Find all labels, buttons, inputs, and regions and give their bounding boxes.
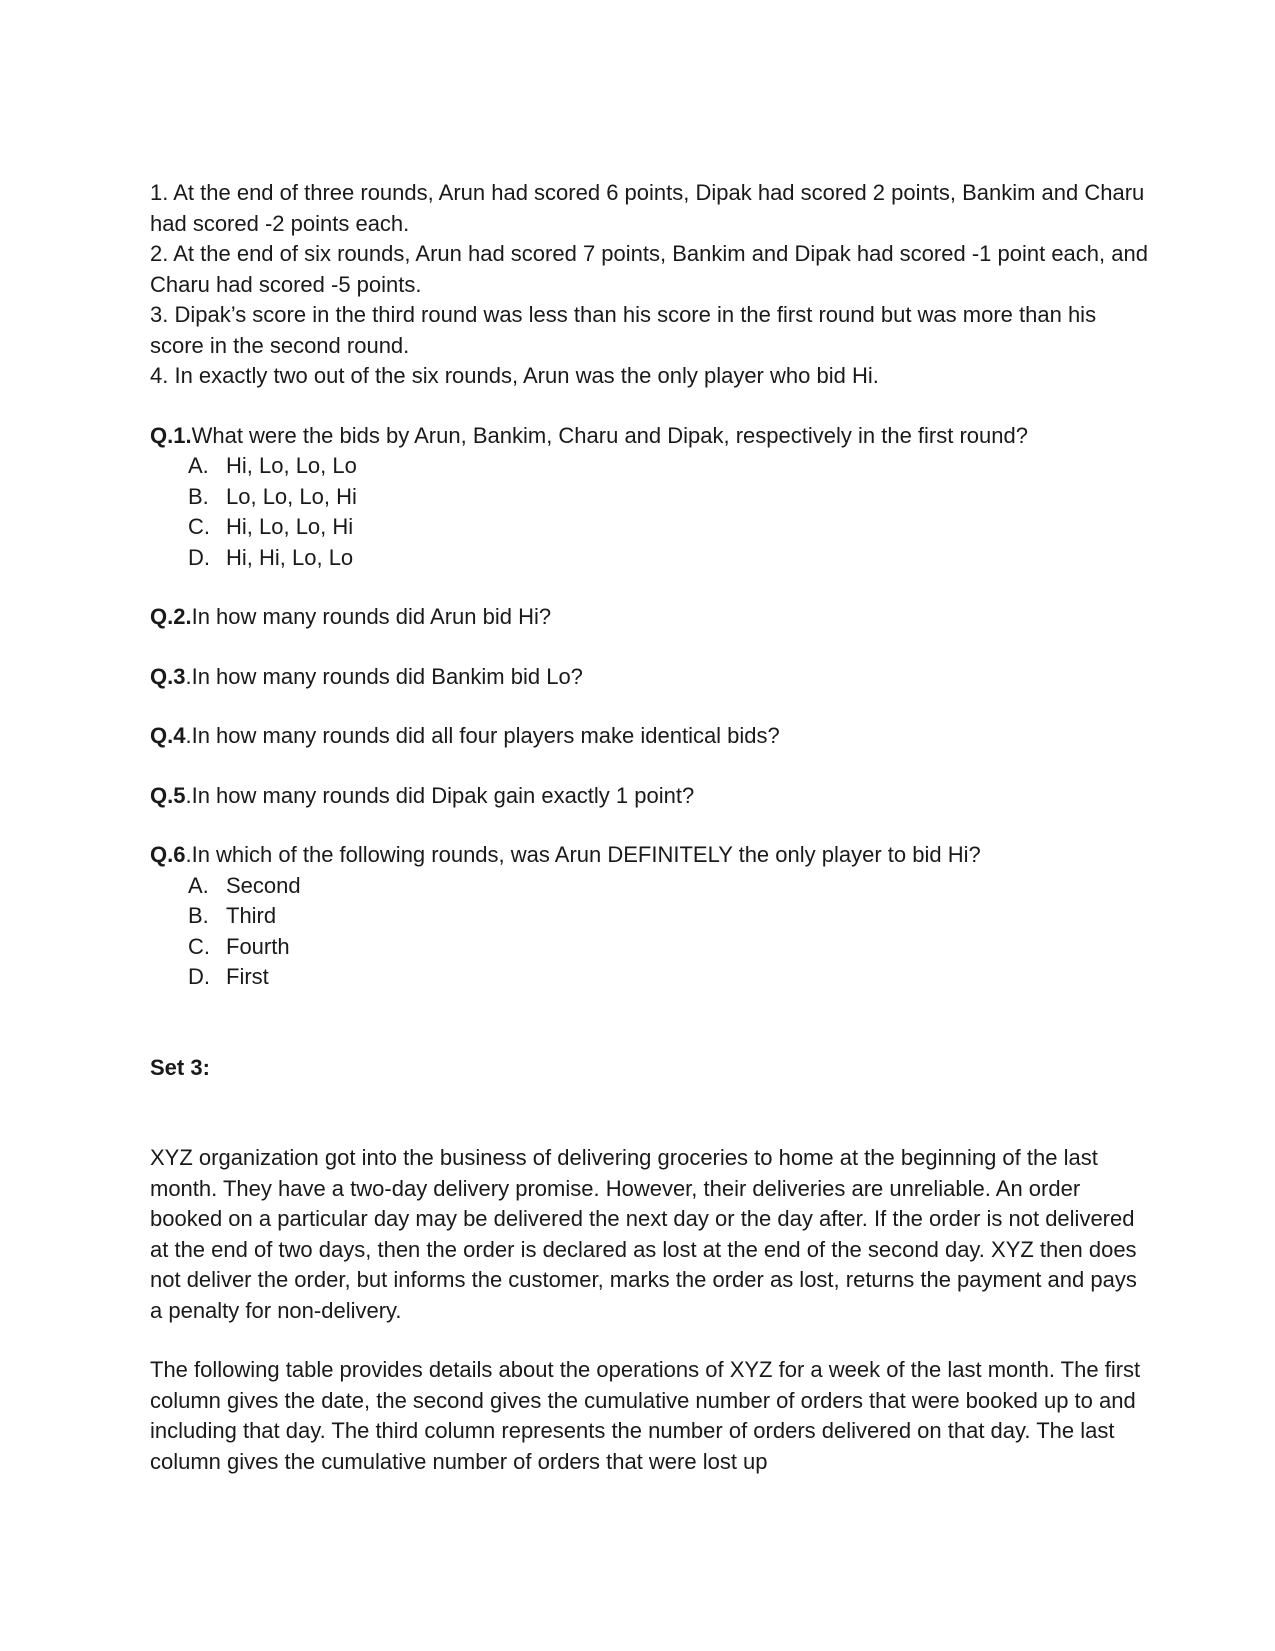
question-6-option-c: C. Fourth: [188, 933, 290, 959]
question-5: [150, 781, 1150, 812]
question-1-text: What were the bids by Arun, Bankim, Charu and Dipak, respectively in the first round?: [191, 422, 1028, 448]
question-3: [150, 662, 1150, 693]
document-content: [150, 178, 1150, 1477]
conditions-list: [150, 178, 1150, 392]
question-1-option-c: C. Hi, Lo, Lo, Hi: [188, 514, 354, 539]
question-4-label: Q.4: [150, 723, 186, 748]
question-1-label: Q.1.: [150, 422, 192, 448]
condition-3: 3. Dipak’s score in the third round was less than his score in the first round but was more than his score in the second round.: [150, 302, 1097, 358]
set-3-paragraph-2: The following table provides details about the operations of XYZ for a week of the last month. The first column gives the date, the second gives the cumulative number of orders that were booked up to and including that day. The third column represents the number of orders delivered on that day. The last column gives the cumulative number of orders that were lost up: [150, 1357, 1141, 1474]
question-1: [150, 421, 1150, 574]
question-6-option-b: B. Third: [188, 903, 277, 928]
question-6-option-d: D. First: [188, 964, 269, 989]
question-2-label: Q.2.: [150, 604, 192, 629]
question-3-label: Q.3: [150, 663, 186, 689]
question-4-text: .In how many rounds did all four players make identical bids?: [185, 723, 780, 748]
question-2: [150, 602, 1150, 633]
set-3-heading: Set 3:: [150, 1054, 210, 1080]
question-6-option-a: A. Second: [188, 872, 301, 898]
question-6-options: [150, 871, 1150, 993]
question-3-text: .In how many rounds did Bankim bid Lo?: [185, 663, 583, 689]
question-1-option-a: A. Hi, Lo, Lo, Lo: [188, 453, 357, 478]
condition-4: 4. In exactly two out of the six rounds, Arun was the only player who bid Hi.: [150, 363, 879, 388]
set-3-paragraph-1: XYZ organization got into the business of delivering groceries to home at the beginning of the last month. They have a two-day delivery promise. However, their deliveries are unreliable. An order booked on a particular day may be delivered the next day or the day after. If the order is not delivered at the end of two days, then the order is declared as lost at the end of the second day. XYZ then does not deliver the order, but informs the customer, marks the order as lost, returns the payment and pays a penalty for non-delivery.: [150, 1145, 1137, 1323]
question-1-options: [150, 451, 1150, 573]
condition-1: 1. At the end of three rounds, Arun had scored 6 points, Dipak had scored 2 points, Bankim and Charu had scored -2 points each.: [150, 180, 1145, 236]
question-6-label: Q.6: [150, 842, 186, 867]
question-1-option-b: B. Lo, Lo, Lo, Hi: [188, 483, 357, 509]
question-6: [150, 840, 1150, 993]
question-6-text: .In which of the following rounds, was Arun DEFINITELY the only player to bid Hi?: [185, 842, 981, 867]
question-5-label: Q.5: [150, 782, 186, 808]
question-4: [150, 721, 1150, 752]
condition-2: 2. At the end of six rounds, Arun had scored 7 points, Bankim and Dipak had scored -1 point each, and Charu had scored -5 points.: [150, 241, 1148, 297]
question-2-text: In how many rounds did Arun bid Hi?: [191, 604, 552, 629]
question-1-option-d: D. Hi, Hi, Lo, Lo: [188, 544, 354, 570]
question-5-text: .In how many rounds did Dipak gain exactly 1 point?: [185, 782, 695, 808]
